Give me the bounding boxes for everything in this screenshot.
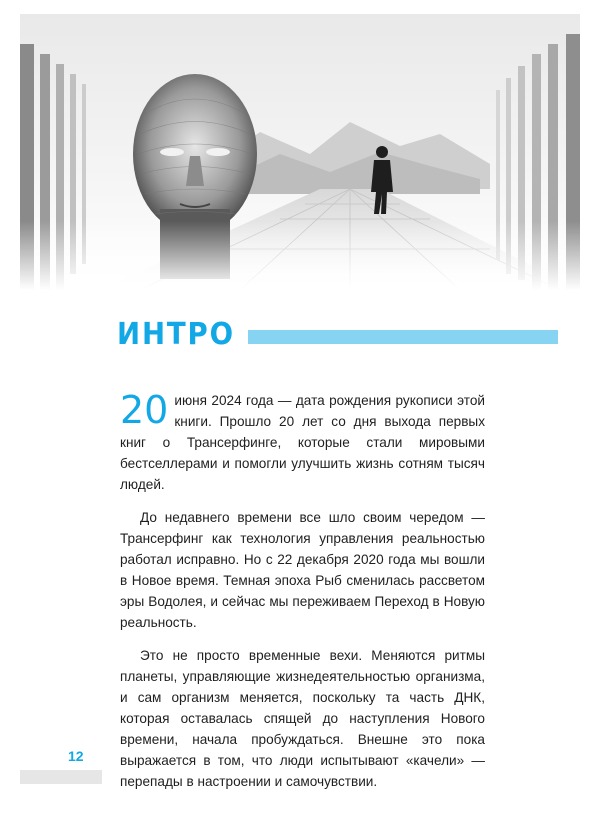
drop-cap: 20 [120,388,169,432]
paragraph-text: июня 2024 года — дата рождения рукописи этой книги. Прошло 20 лет со дня выхода первых книг о Трансерфинге, которые стали мировыми бестселлерами и помогли улучшить жизнь сотням тысяч людей. [120,393,485,492]
heading-accent-bar [248,330,558,344]
hero-illustration [20,14,580,290]
paragraph-text: Это не просто временные вехи. Меняются ритмы планеты, управляющие жизнедеятельностью организма, и сам организм меняется, поскольку та часть ДНК, которая оставалась спящей до наступления Нового времени, начала пробуждаться. Внешне это пока выражается в том, что люди испытывают «качели» — перепады в настроении и самочувствии. [120,648,485,789]
body-text [120,390,485,804]
footer-bar [20,770,102,784]
paragraph [120,507,485,633]
paragraph [120,645,485,792]
section-heading: ИНТРО [117,317,235,352]
paragraph-text: До недавнего времени все шло своим чередом — Трансерфинг как технология управления реальностью работал исправно. Но с 22 декабря 2020 года мы вошли в Новое время. Темная эпоха Рыб сменилась рассветом эры Водолея, и сейчас мы переживаем Переход в Новую реальность. [120,510,485,630]
paragraph [120,390,485,495]
page-number: 12 [68,748,84,764]
